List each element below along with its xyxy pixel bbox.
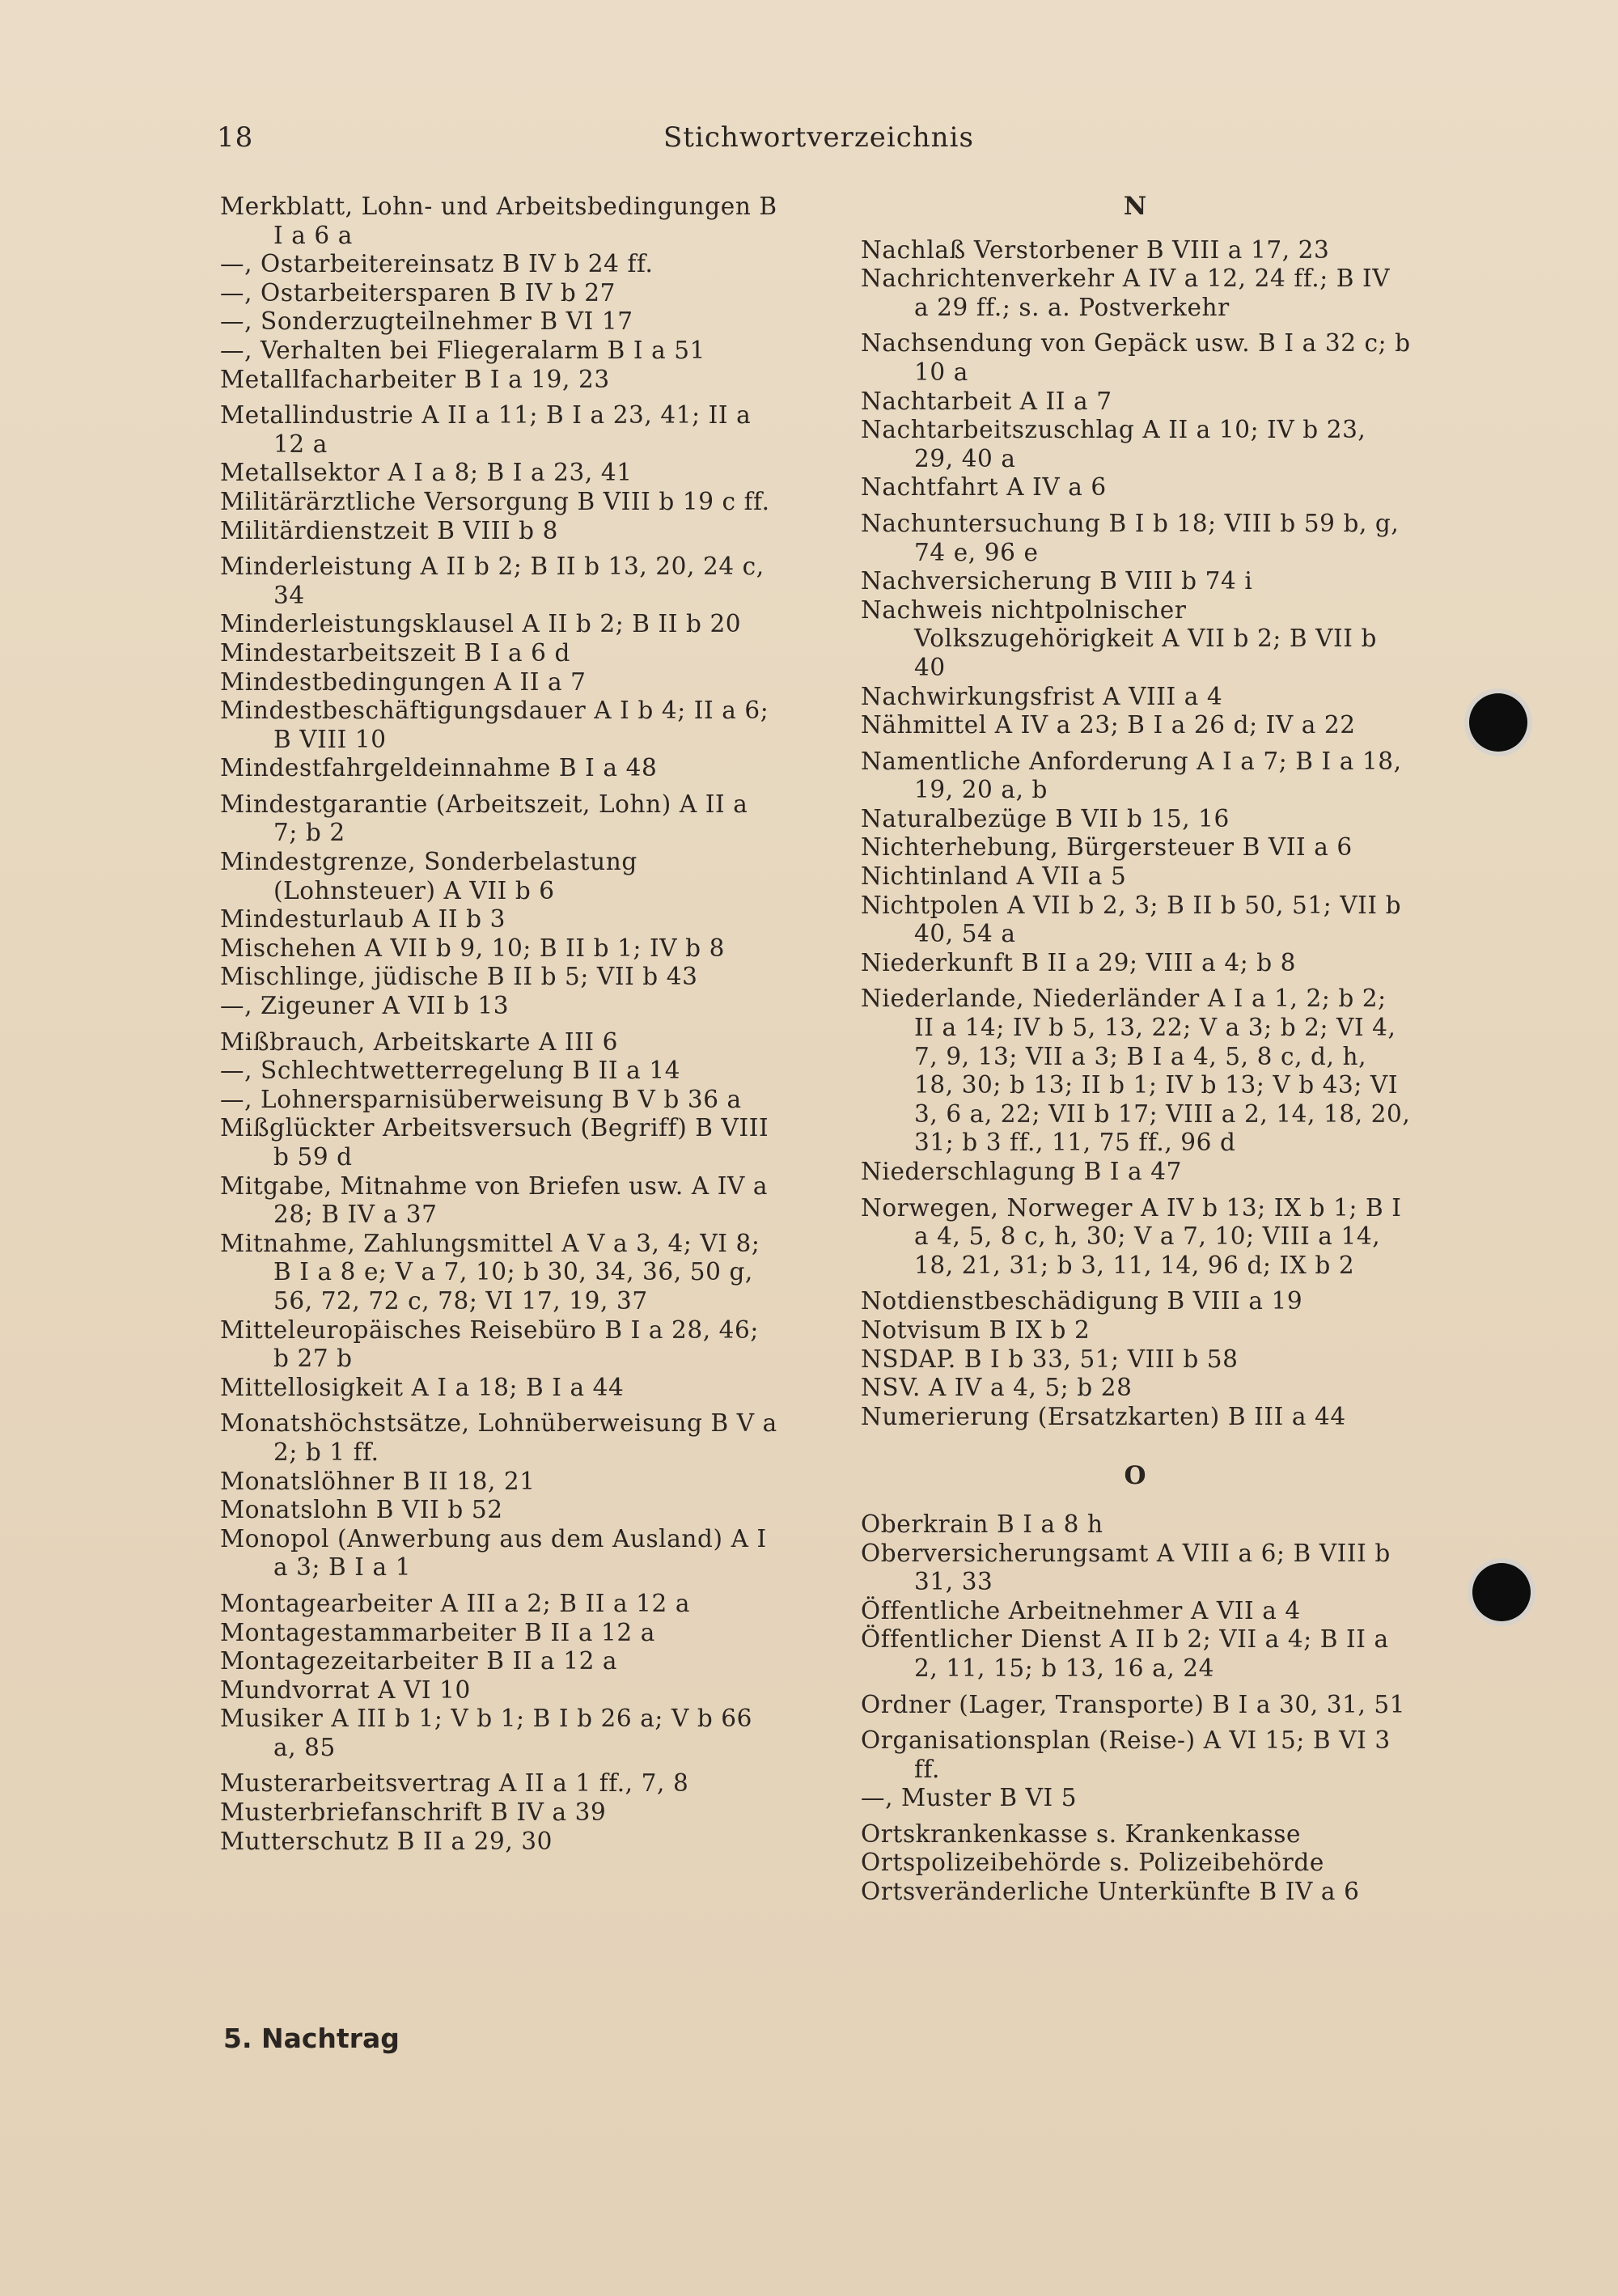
- index-entry: —, Schlechtwetterregelung B II a 14: [220, 1057, 681, 1085]
- section-letter-n: N: [1123, 192, 1149, 221]
- index-column-left: [220, 193, 778, 1856]
- index-entry: Niederkunft B II a 29; VIII a 4; b 8: [861, 948, 1297, 976]
- index-entry: Nichterhebung, Bürgersteuer B VII a 6: [861, 833, 1353, 862]
- running-title: Stichwortverzeichnis: [663, 121, 974, 154]
- index-entry: Nachtarbeitszuschlag A II a 10; IV b 23, 29, 40 a: [861, 416, 1366, 472]
- index-entry: Mischehen A VII b 9, 10; B II b 1; IV b 8: [220, 934, 725, 962]
- index-entry: Mindestgrenze, Sonderbelastung (Lohnsteuer) A VII b 6: [220, 848, 637, 904]
- index-entry: Nähmittel A IV a 23; B I a 26 d; IV a 22: [861, 711, 1356, 739]
- index-entry: Niederlande, Niederländer A I a 1, 2; b 2; II a 14; IV b 5, 13, 22; V a 3; b 2; VI 4, 7, 9, 13; VII a 3; B I a 4, 5, 8 c, d, h, 18, 30; b 13; II b 1; IV b 13; V b 43; VI 3, 6 a, 22; VII b 17; VIII a 2, 14, 18, 20, 31; b 3 ff., 11, 75 ff., 96 d: [861, 985, 1411, 1157]
- index-entry: Montagearbeiter A III a 2; B II a 12 a: [220, 1589, 691, 1617]
- index-entry: Mindestgarantie (Arbeitszeit, Lohn) A II a 7; b 2: [220, 790, 748, 847]
- index-entry: —, Zigeuner A VII b 13: [220, 992, 510, 1020]
- index-entry: Mindestbeschäftigungsdauer A I b 4; II a 6; B VIII 10: [220, 697, 769, 753]
- index-entry: Öffentliche Arbeitnehmer A VII a 4: [861, 1596, 1301, 1625]
- index-entry: Notvisum B IX b 2: [861, 1315, 1091, 1344]
- index-entry: Mindesturlaub A II b 3: [220, 905, 506, 934]
- index-entry: Monatslohn B VII b 52: [220, 1496, 503, 1524]
- index-entry: Nachwirkungsfrist A VIII a 4: [861, 682, 1223, 710]
- index-entry: Öffentlicher Dienst A II b 2; VII a 4; B II a 2, 11, 15; b 13, 16 a, 24: [861, 1625, 1389, 1682]
- index-entry: NSDAP. B I b 33, 51; VIII b 58: [861, 1345, 1239, 1373]
- index-entry: Monatslöhner B II 18, 21: [220, 1467, 536, 1495]
- index-entry: Nichtinland A VII a 5: [861, 862, 1127, 891]
- index-entry: Mindestarbeitszeit B I a 6 d: [220, 638, 570, 667]
- index-entry: Metallsektor A I a 8; B I a 23, 41: [220, 459, 633, 487]
- index-entry: Ortsveränderliche Unterkünfte B IV a 6: [861, 1878, 1360, 1906]
- index-entry: Mißbrauch, Arbeitskarte A III 6: [220, 1027, 619, 1056]
- index-entry: Namentliche Anforderung A I a 7; B I a 18, 19, 20 a, b: [861, 747, 1402, 804]
- index-entry: Mischlinge, jüdische B II b 5; VII b 43: [220, 963, 698, 991]
- index-entry: Nachtarbeit A II a 7: [861, 387, 1112, 415]
- index-entry: Minderleistungsklausel A II b 2; B II b 20: [220, 610, 742, 638]
- index-entry: Mutterschutz B II a 29, 30: [220, 1827, 553, 1855]
- index-entry: Norwegen, Norweger A IV b 13; IX b 1; B I a 4, 5, 8 c, h, 30; V a 7, 10; VIII a 14, 18, 21, 31; b 3, 11, 14, 96 d; IX b 2: [861, 1193, 1402, 1279]
- index-entry: Mindestbedingungen A II a 7: [220, 667, 587, 696]
- index-entry: Monatshöchstsätze, Lohnüberweisung B V a 2; b 1 ff.: [220, 1409, 777, 1466]
- index-entry: Mindestfahrgeldeinnahme B I a 48: [220, 754, 658, 782]
- index-entry: Montagestammarbeiter B II a 12 a: [220, 1618, 655, 1646]
- index-entry: Militärärztliche Versorgung B VIII b 19 c ff.: [220, 487, 770, 515]
- index-entry: Monopol (Anwerbung aus dem Ausland) A I a 3; B I a 1: [220, 1524, 767, 1582]
- index-entry: Niederschlagung B I a 47: [861, 1158, 1182, 1185]
- index-entry: Musterarbeitsvertrag A II a 1 ff., 7, 8: [220, 1769, 689, 1798]
- index-entry: Montagezeitarbeiter B II a 12 a: [220, 1647, 618, 1675]
- index-entry: Nachsendung von Gepäck usw. B I a 32 c; b 10 a: [861, 329, 1411, 386]
- index-entry: Mittellosigkeit A I a 18; B I a 44: [220, 1373, 625, 1401]
- index-entry: —, Sonderzugteilnehmer B VI 17: [220, 307, 633, 336]
- index-column-right: [861, 193, 1411, 1907]
- index-entry: Numerierung (Ersatzkarten) B III a 44: [861, 1402, 1346, 1430]
- section-letter-o: O: [1124, 1461, 1148, 1491]
- index-entry: Mitnahme, Zahlungsmittel A V a 3, 4; VI 8; B I a 8 e; V a 7, 10; b 30, 34, 36, 50 g, 56, 72, 72 c, 78; VI 17, 19, 37: [220, 1229, 760, 1315]
- page-number: 18: [217, 121, 254, 154]
- index-entry: Nachrichtenverkehr A IV a 12, 24 ff.; B IV a 29 ff.; s. a. Postverkehr: [861, 265, 1391, 321]
- index-entry: Nachuntersuchung B I b 18; VIII b 59 b, g, 74 e, 96 e: [861, 509, 1400, 566]
- index-entry: Mundvorrat A VI 10: [220, 1675, 471, 1704]
- index-entry: Oberversicherungsamt A VIII a 6; B VIII b 31, 33: [861, 1539, 1391, 1596]
- index-entry: —, Lohnersparnisüberweisung B V b 36 a: [220, 1085, 742, 1113]
- supplement-mark: 5. Nachtrag: [223, 2023, 400, 2054]
- index-entry: NSV. A IV a 4, 5; b 28: [861, 1374, 1133, 1402]
- index-entry: Oberkrain B I a 8 h: [861, 1510, 1103, 1538]
- index-entry: —, Ostarbeitersparen B IV b 27: [220, 278, 616, 307]
- index-entry: —, Verhalten bei Fliegeralarm B I a 51: [220, 336, 705, 364]
- index-entry: Nachweis nichtpolnischer Volkszugehörigkeit A VII b 2; B VII b 40: [861, 595, 1378, 681]
- index-entry: —, Muster B VI 5: [861, 1784, 1078, 1812]
- index-entry: Musiker A III b 1; V b 1; B I b 26 a; V b 66 a, 85: [220, 1705, 753, 1761]
- index-entry: Metallindustrie A II a 11; B I a 23, 41; II a 12 a: [220, 401, 752, 458]
- index-entry: Mißglückter Arbeitsversuch (Begriff) B VIII b 59 d: [220, 1114, 769, 1171]
- punch-hole-icon: [1472, 1563, 1531, 1621]
- index-entry: Mitgabe, Mitnahme von Briefen usw. A IV a 28; B IV a 37: [220, 1171, 769, 1229]
- index-entry: Ordner (Lager, Transporte) B I a 30, 31, 51: [861, 1690, 1406, 1718]
- index-entry: Merkblatt, Lohn- und Arbeitsbedingungen B I a 6 a: [220, 193, 777, 249]
- index-entry: Metallfacharbeiter B I a 19, 23: [220, 365, 610, 393]
- index-entry: Ortskrankenkasse s. Krankenkasse: [861, 1819, 1302, 1848]
- index-entry: Notdienstbeschädigung B VIII a 19: [861, 1287, 1303, 1315]
- index-entry: —, Ostarbeitereinsatz B IV b 24 ff.: [220, 250, 654, 278]
- index-entry: Minderleistung A II b 2; B II b 13, 20, 24 c, 34: [220, 553, 765, 609]
- index-entry: Nachversicherung B VIII b 74 i: [861, 567, 1253, 595]
- index-entry: Militärdienstzeit B VIII b 8: [220, 516, 559, 544]
- index-entry: Nachlaß Verstorbener B VIII a 17, 23: [861, 235, 1330, 264]
- index-entry: Musterbriefanschrift B IV a 39: [220, 1798, 607, 1827]
- index-entry: Organisationsplan (Reise-) A VI 15; B VI 3 ff.: [861, 1726, 1391, 1783]
- index-entry: Ortspolizeibehörde s. Polizeibehörde: [861, 1849, 1324, 1877]
- index-entry: Nachtfahrt A IV a 6: [861, 473, 1107, 502]
- punch-hole-icon: [1469, 693, 1527, 752]
- index-entry: Naturalbezüge B VII b 15, 16: [861, 804, 1230, 832]
- index-entry: Nichtpolen A VII b 2, 3; B II b 50, 51; VII b 40, 54 a: [861, 891, 1402, 948]
- index-entry: Mitteleuropäisches Reisebüro B I a 28, 46; b 27 b: [220, 1315, 759, 1373]
